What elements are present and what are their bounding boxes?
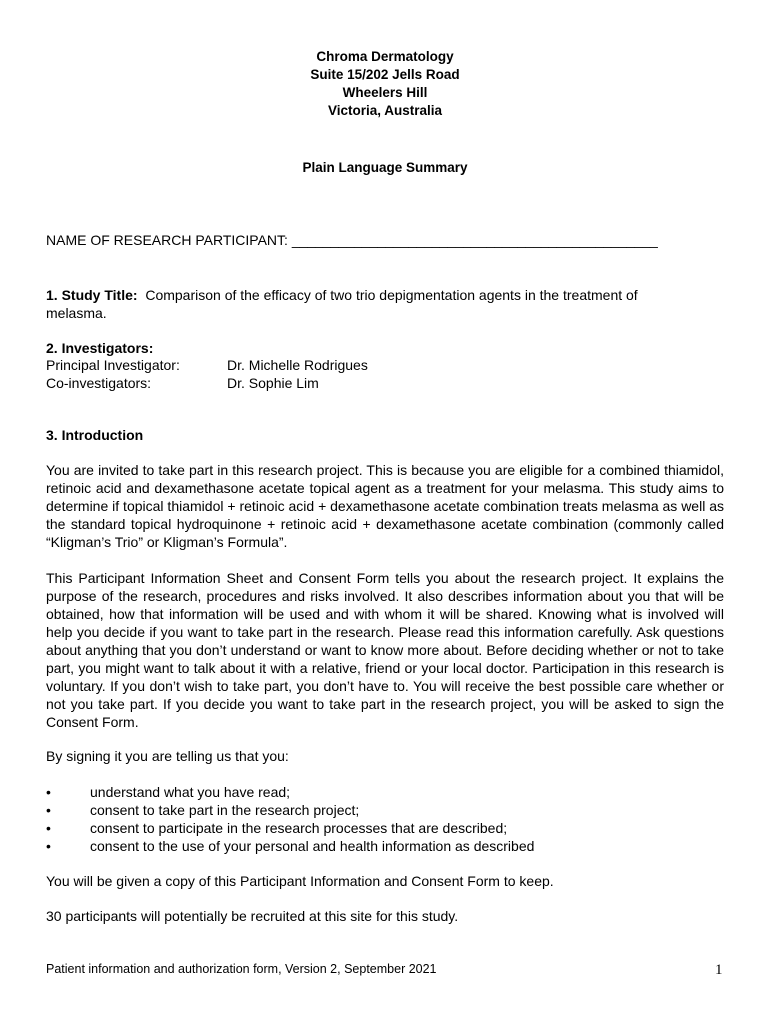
clinic-name: Chroma Dermatology bbox=[316, 49, 454, 64]
page-number: 1 bbox=[715, 962, 723, 978]
study-title-text: Comparison of the efficacy of two trio depigmentation agents in the treatment of melasma. bbox=[46, 287, 638, 321]
bullet-marker: • bbox=[46, 802, 51, 818]
co-investigator-name: Dr. Sophie Lim bbox=[227, 375, 319, 391]
principal-investigator-label: Principal Investigator: bbox=[46, 357, 180, 373]
address-line-2: Wheelers Hill bbox=[342, 85, 428, 100]
bullet-marker: • bbox=[46, 838, 51, 854]
clinic-header bbox=[0, 48, 770, 120]
address-line-3: Victoria, Australia bbox=[327, 103, 443, 118]
document-title: Plain Language Summary bbox=[302, 160, 468, 175]
list-item: • consent to the use of your personal and health information as described bbox=[46, 838, 535, 854]
list-item: • consent to take part in the research project; bbox=[46, 802, 360, 818]
bullet-marker: • bbox=[46, 784, 51, 800]
signing-intro: By signing it you are telling us that you: bbox=[46, 748, 289, 764]
introduction-heading: 3. Introduction bbox=[46, 427, 144, 443]
bullet-marker: • bbox=[46, 820, 51, 836]
participant-name-field[interactable]: _______________________________________________ bbox=[291, 232, 658, 248]
copy-note: You will be given a copy of this Participant Information and Consent Form to keep. bbox=[46, 873, 554, 889]
list-item: • consent to participate in the research processes that are described; bbox=[46, 820, 508, 836]
recruitment-note: 30 participants will potentially be recruited at this site for this study. bbox=[46, 908, 459, 924]
study-title-label: 1. Study Title: bbox=[46, 287, 138, 303]
participant-name-label: NAME OF RESEARCH PARTICIPANT: bbox=[46, 232, 288, 248]
participant-name-row bbox=[46, 231, 658, 249]
investigators-heading: 2. Investigators: bbox=[46, 340, 154, 356]
introduction-paragraph-1: You are invited to take part in this research project. This is because you are eligible for a combined thiamidol, retinoic acid and dexamethasone acetate topical agent as a treatment for your melasma. This study aims to determine if topical thiamidol + retinoic acid + dexamethasone acetate combination treats melasma as well as the standard topical hydroquinone + retinoic acid + dexamethasone acetate combination (commonly called “Kligman’s Trio” or Kligman’s Formula”. bbox=[46, 462, 724, 550]
study-title-section bbox=[46, 286, 696, 322]
list-item: • understand what you have read; bbox=[46, 784, 291, 800]
consent-bullet-list bbox=[46, 783, 726, 855]
principal-investigator-name: Dr. Michelle Rodrigues bbox=[227, 357, 368, 373]
co-investigators-label: Co-investigators: bbox=[46, 375, 152, 391]
address-line-1: Suite 15/202 Jells Road bbox=[310, 67, 460, 82]
introduction-paragraph-2: This Participant Information Sheet and Consent Form tells you about the research project. It explains the purpose of the research, procedures and risks involved. It also describes information about you that will be obtained, how that information will be used and with whom it will be shared. Knowing what is involved will help you decide if you want to take part in the research. Please read this information carefully. Ask questions about anything that you don’t understand or want to know more about. Before deciding whether or not to take part, you might want to talk about it with a relative, friend or your local doctor. Participation in this research is voluntary. If you don’t wish to take part, you don’t have to. You will receive the best possible care whether or not you take part. If you decide you want to take part in the research project, you will be asked to sign the Consent Form. bbox=[46, 570, 724, 730]
page-footer: Patient information and authorization form, Version 2, September 2021 bbox=[46, 962, 437, 976]
